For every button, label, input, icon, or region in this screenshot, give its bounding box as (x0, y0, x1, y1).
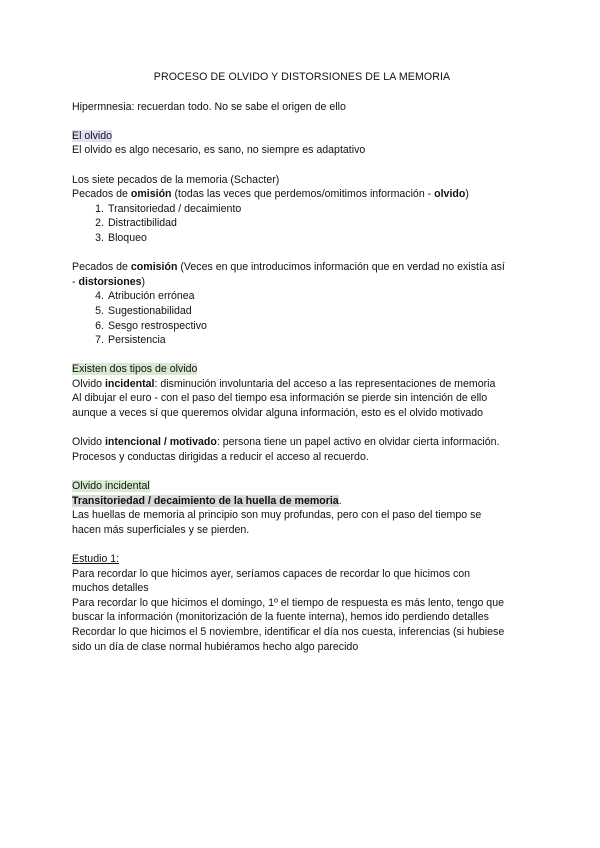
comision-prefix: Pecados de (72, 261, 131, 274)
omision-middle: (todas las veces que perdemos/omitimos información - (171, 188, 435, 201)
document-page (72, 70, 532, 654)
list-label: Atribución errónea (108, 290, 195, 303)
list-item (95, 231, 532, 246)
olvido-text: El olvido es algo necesario, es sano, no siempre es adaptativo (72, 144, 366, 157)
omision-suffix: ) (465, 188, 469, 201)
list-item (95, 333, 532, 348)
incidental-line (72, 377, 532, 392)
list-label: Transitoriedad / decaimiento (108, 202, 242, 215)
list-number: 7. (95, 334, 104, 347)
list-number: 2. (95, 217, 104, 230)
incidental-subheading (72, 494, 532, 509)
list-number: 6. (95, 319, 104, 332)
estudio-heading-text: Estudio 1: (72, 553, 120, 565)
incidental-line-2: Al dibujar el euro - con el paso del tiempo esa información se pierde sin intención de ello (72, 392, 488, 405)
incidental-section-heading (72, 479, 532, 494)
estudio-line: muchos detalles (72, 582, 149, 595)
comision-line2-prefix: - (72, 275, 79, 288)
comision-line-2 (72, 275, 532, 290)
pecados-heading: Los siete pecados de la memoria (Schacter) (72, 173, 280, 186)
estudio-line: Para recordar lo que hicimos el domingo, 1º el tiempo de respuesta es más lento, tengo que (72, 596, 504, 609)
incidental-section-line-1: Las huellas de memoria al principio son muy profundas, pero con el paso del tiempo se (72, 509, 482, 522)
tipos-heading-text: Existen dos tipos de olvido (72, 363, 198, 376)
intencional-prefix: Olvido (72, 436, 105, 449)
incidental-section-heading-text: Olvido incidental (72, 480, 150, 493)
list-item (95, 216, 532, 231)
list-item (95, 202, 532, 217)
incidental-bold: incidental (104, 377, 155, 390)
list-number: 3. (95, 231, 104, 244)
list-label: Sugestionabilidad (108, 304, 192, 317)
comision-suffix: ) (141, 275, 146, 288)
list-number: 5. (95, 304, 104, 317)
list-number: 4. (95, 290, 104, 303)
incidental-section-line-2: hacen más superficiales y se pierden. (72, 523, 250, 536)
estudio-heading (72, 552, 532, 567)
olvido-heading-text: El olvido (72, 129, 113, 142)
estudio-line: buscar la información (monitorización de la fuente interna), hemos ido perdiendo detalles (72, 611, 489, 624)
comision-bold: comisión (130, 261, 178, 274)
incidental-text: : disminución involuntaria del acceso a las representaciones de memoria (154, 377, 496, 390)
omision-bold: omisión (130, 188, 172, 201)
comision-line (72, 260, 532, 275)
list-item (95, 289, 532, 304)
intro-paragraph: Hipermnesia: recuerdan todo. No se sabe el origen de ello (72, 100, 346, 113)
estudio-line: Para recordar lo que hicimos ayer, seríamos capaces de recordar lo que hicimos con (72, 567, 471, 580)
intencional-bold: intencional / motivado (104, 436, 217, 449)
list-label: Distractibilidad (108, 217, 177, 230)
comision-list (72, 289, 532, 347)
tipos-heading (72, 362, 532, 377)
incidental-prefix: Olvido (72, 377, 105, 390)
intencional-line-2: Procesos y conductas dirigidas a reducir el acceso al recuerdo. (72, 450, 369, 463)
estudio-line: Recordar lo que hicimos el 5 noviembre, identificar el día nos cuesta, inferencias (si hubiese (72, 625, 505, 638)
list-label: Bloqueo (108, 231, 147, 244)
list-item (95, 304, 532, 319)
comision-middle: (Veces en que introducimos información que en verdad no existía así (177, 261, 505, 274)
list-label: Persistencia (108, 334, 166, 347)
incidental-subheading-text: Transitoriedad / decaimiento de la huella de memoria (72, 494, 339, 507)
omision-line (72, 187, 532, 202)
omision-prefix: Pecados de (72, 188, 131, 201)
list-label: Sesgo restrospectivo (108, 319, 207, 332)
document-title: PROCESO DE OLVIDO Y DISTORSIONES DE LA MEMORIA (153, 71, 451, 83)
omision-bold2: olvido (434, 188, 466, 201)
olvido-heading (72, 129, 532, 144)
intencional-line (72, 435, 532, 450)
intencional-text: : persona tiene un papel activo en olvidar cierta información. (216, 436, 500, 449)
omision-list (72, 202, 532, 246)
comision-bold2: distorsiones (78, 275, 142, 288)
incidental-line-3: aunque a veces sí que queremos olvidar alguna información, esto es el olvido motivado (72, 407, 484, 420)
list-number: 1. (95, 202, 104, 215)
list-item (95, 319, 532, 334)
estudio-line: sido un día de clase normal hubiéramos hecho algo parecido (72, 640, 359, 653)
incidental-subheading-suffix: . (338, 494, 342, 507)
